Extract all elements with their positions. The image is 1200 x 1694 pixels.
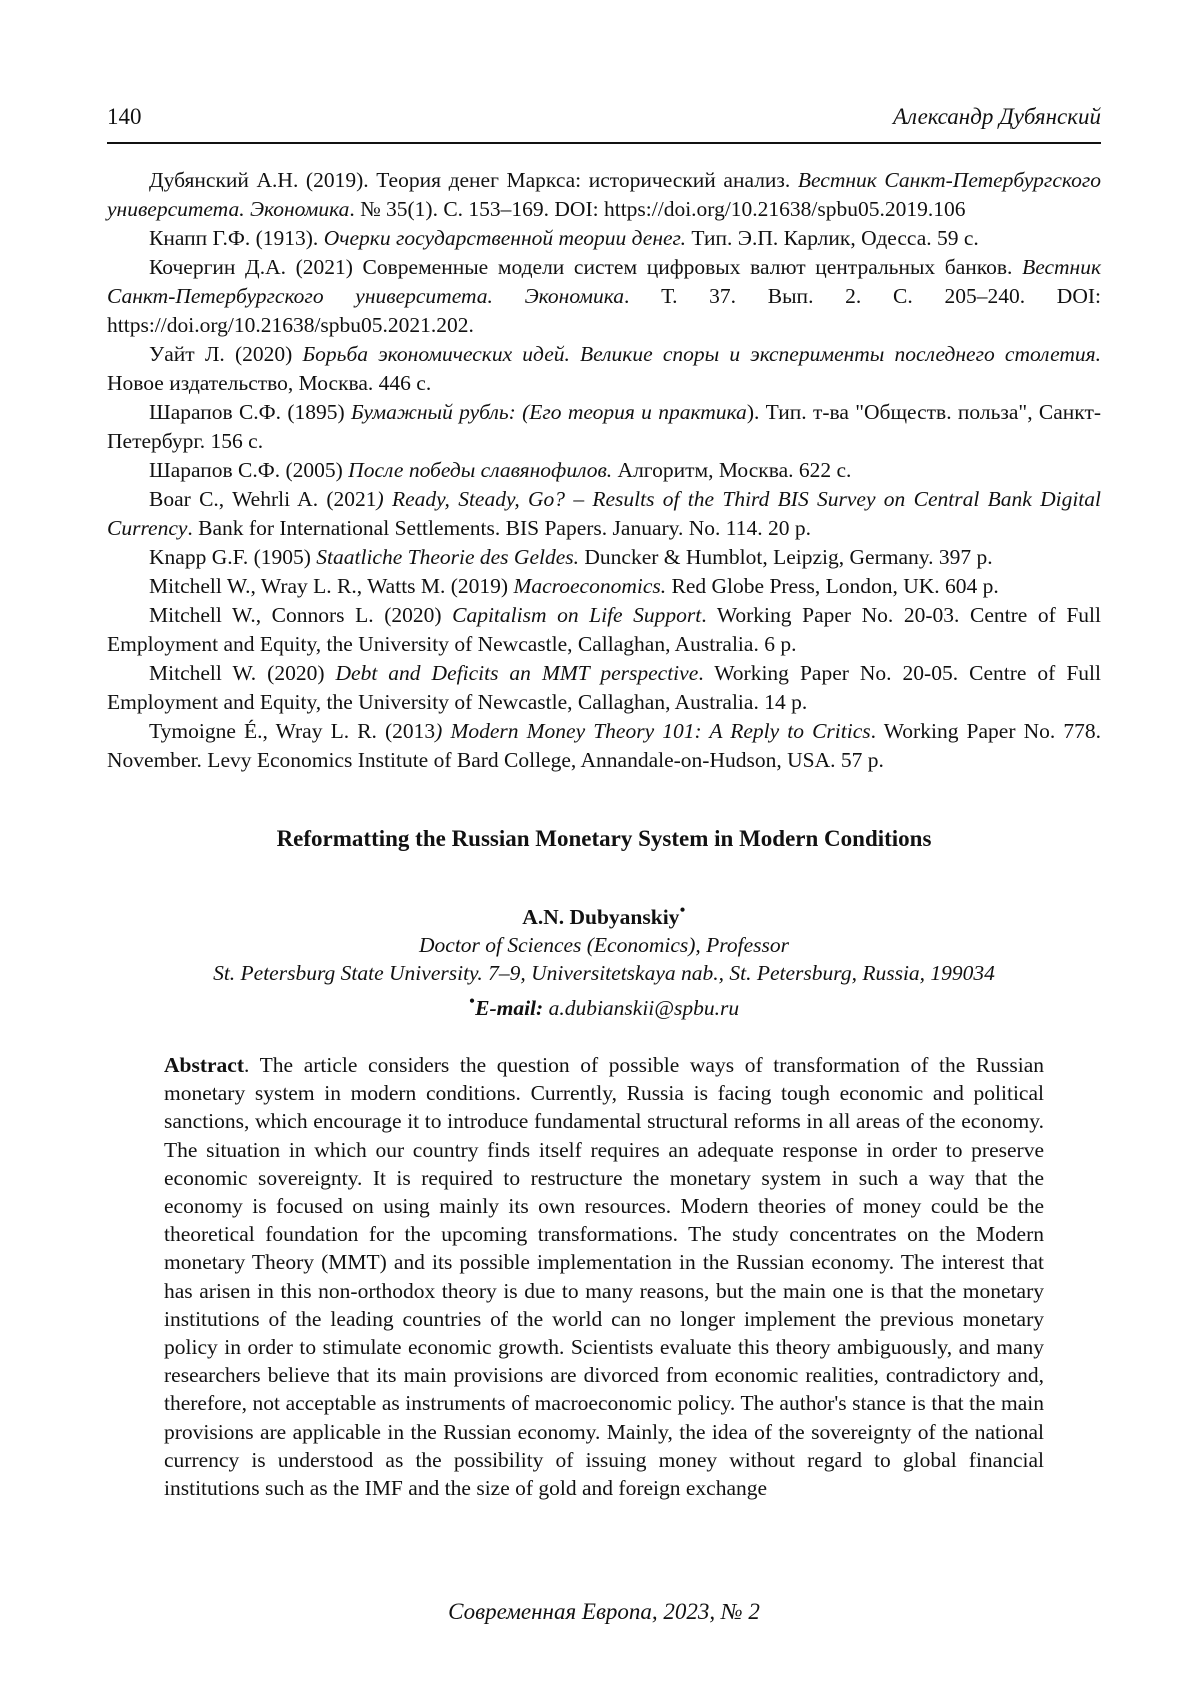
author-name: A.N. Dubyanskiy xyxy=(522,905,680,930)
reference-item: Knapp G.F. (1905) Staatliche Theorie des Geldes. Duncker & Humblot, Leipzig, Germany. 397 p. xyxy=(149,545,993,569)
reference-item: Шарапов С.Ф. (1895) Бумажный рубль: (Его теория и практика). Тип. т-ва "Обществ. польза", Санкт-Петербург. 156 с. xyxy=(107,400,1101,453)
email-label: E-mail: xyxy=(475,996,544,1021)
reference-item: Шарапов С.Ф. (2005) После победы славянофилов. Алгоритм, Москва. 622 с. xyxy=(149,458,852,482)
reference-item: Кочергин Д.А. (2021) Современные модели систем цифровых валют центральных банков. Вестник Санкт-Петербургского университета. Экономика. Т. 37. Вып. 2. С. 205–240. DOI: https://doi.org/10.21638/spbu05.2021.202. xyxy=(107,255,1101,337)
reference-item: Дубянский А.Н. (2019). Теория денег Маркса: исторический анализ. Вестник Санкт-Петербургского университета. Экономика. № 35(1). С. 153–169. DOI: https://doi.org/10.21638/spbu05.2019.106 xyxy=(107,168,1101,221)
reference-item: Boar C., Wehrli A. (2021) Ready, Steady, Go? – Results of the Third BIS Survey on Central Bank Digital Currency. Bank for International Settlements. BIS Papers. January. No. 114. 20 p. xyxy=(107,487,1101,540)
reference-item: Mitchell W., Connors L. (2020) Capitalism on Life Support. Working Paper No. 20-03. Centre of Full Employment and Equity, the University of Newcastle, Callaghan, Australia. 6 p. xyxy=(107,603,1101,656)
article-title: Reformatting the Russian Monetary System in Modern Conditions xyxy=(276,826,932,851)
author-position: Doctor of Sciences (Economics), Professor xyxy=(419,933,789,958)
reference-item: Mitchell W. (2020) Debt and Deficits an MMT perspective. Working Paper No. 20-05. Centre of Full Employment and Equity, the University of Newcastle, Callaghan, Australia. 14 p. xyxy=(107,661,1101,714)
page-footer: Современная Европа, 2023, № 2 xyxy=(448,1599,760,1624)
running-author: Александр Дубянский xyxy=(892,104,1101,129)
reference-item: Уайт Л. (2020) Борьба экономических идей. Великие споры и эксперименты последнего столетия. Новое издательство, Москва. 446 с. xyxy=(107,342,1101,395)
author-mark: • xyxy=(679,900,686,920)
page-number: 140 xyxy=(107,104,142,129)
author-block xyxy=(107,896,1101,1022)
email-mark: • xyxy=(468,991,476,1012)
page-header xyxy=(107,104,1101,144)
abstract-label: Abstract xyxy=(164,1053,245,1077)
author-email[interactable]: a.dubianskii@spbu.ru xyxy=(548,996,740,1021)
reference-item: Tymoigne É., Wray L. R. (2013) Modern Money Theory 101: A Reply to Critics. Working Paper No. 778. November. Levy Economics Institute of Bard College, Annandale-on-Hudson, USA. 57 p. xyxy=(107,719,1101,772)
reference-item: Mitchell W., Wray L. R., Watts M. (2019) Macroeconomics. Red Globe Press, London, UK. 604 p. xyxy=(149,574,999,598)
reference-item: Кнапп Г.Ф. (1913). Очерки государственной теории денег. Тип. Э.П. Карлик, Одесса. 59 с. xyxy=(149,226,979,250)
reference-list xyxy=(107,166,1101,775)
abstract-text: . The article considers the question of possible ways of transformation of the Russian monetary system in modern conditions. Currently, Russia is facing tough economic and political sanctions, which encourage it to introduce fundamental structural reforms in all areas of the economy. The situation in which our country finds itself requires an adequate response in order to preserve economic sovereignty. It is required to restructure the monetary system in such a way that the economy is focused on using mainly its own resources. Modern theories of money could be the theoretical foundation for the upcoming transformations. The study concentrates on the Modern monetary Theory (MMT) and its possible implementation in the Russian economy. The interest that has arisen in this non-orthodox theory is due to many reasons, but the main one is that the monetary institutions of the leading countries of the world can no longer implement the previous monetary policy in order to stimulate economic growth. Scientists evaluate this theory ambiguously, and many researchers believe that its main provisions are divorced from economic realities, contradictory and, therefore, not acceptable as instruments of macroeconomic policy. The author's stance is that the main provisions are applicable in the Russian economy. Mainly, the idea of the sovereignty of the national currency is understood as the possibility of issuing money without regard to global financial institutions such as the IMF and the size of gold and foreign exchange xyxy=(164,1053,1044,1501)
author-affiliation: St. Petersburg State University. 7–9, Universitetskaya nab., St. Petersburg, Russia, 199034 xyxy=(213,961,995,986)
abstract xyxy=(164,1051,1044,1502)
